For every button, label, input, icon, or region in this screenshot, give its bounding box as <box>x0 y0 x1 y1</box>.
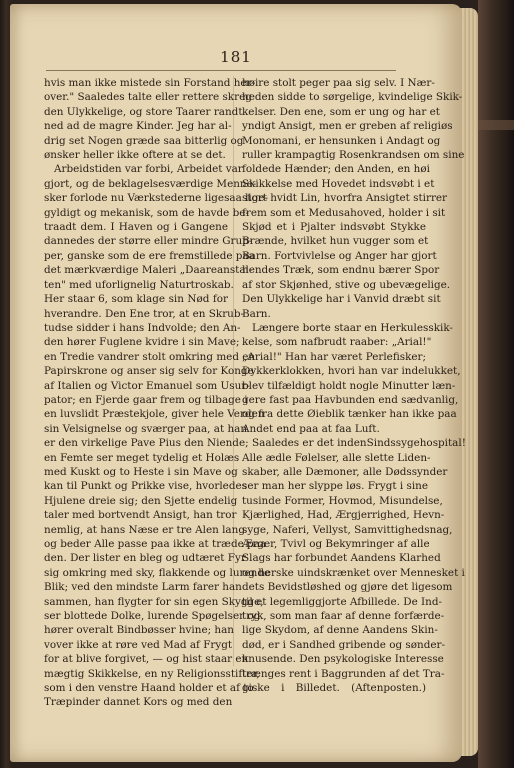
text-line: traadt dem. I Haven og i Gangene <box>44 221 228 234</box>
text-line: Andet end paa at faa Luft. <box>242 422 380 435</box>
text-line: med Kuskt og to Heste i sin Mave og <box>44 465 238 478</box>
text-line: vover ikke at røre ved Mad af Frygt <box>44 638 233 651</box>
text-line: tusinde Former, Hovmod, Misundelse, <box>242 494 443 507</box>
text-line: er den virkelige Pave Pius den Niende; <box>44 437 249 450</box>
text-line: over." Saaledes talte eller rettere skreg <box>44 91 252 104</box>
right-text-column <box>242 76 466 695</box>
text-line: pator; en Fjerde gaar frem og tilbage i <box>44 393 248 406</box>
text-line: en Tredie vandrer stolt omkring med en <box>44 350 256 363</box>
text-line: yndigt Ansigt, men er greben af religiøs <box>242 120 453 133</box>
text-line: hverandre. Den Ene tror, at en Skrub- <box>44 307 245 320</box>
text-line: Her staar 6, som klage sin Nød for <box>44 293 228 306</box>
text-line: død, er i Sandhed gribende og sønder- <box>242 638 445 651</box>
text-line: ned ad de magre Kinder. Jeg har al- <box>44 120 232 133</box>
text-line: frem som et Medusahoved, holder i sit <box>242 206 446 219</box>
text-line: gjort, og de beklagelsesværdige Menne- <box>44 177 257 190</box>
text-line: Længere borte staar en Herkulesskik- <box>252 321 453 334</box>
text-line: hører overalt Bindbøsser hvine; han <box>44 624 234 637</box>
text-line: Dykkerklokken, hvori han var indelukket, <box>242 365 461 378</box>
text-line: den hører Fuglene kvidre i sin Mave; <box>44 336 240 349</box>
text-line: per, ganske som de ere fremstillede paa <box>44 249 255 262</box>
text-line: dannedes der større eller mindre Grup- <box>44 235 253 248</box>
text-line: kelse, som nafbrudt raaber: „Arial!" <box>242 336 432 349</box>
text-line: Barn. Fortvivlelse og Anger har gjort <box>242 249 437 262</box>
text-line: høire stolt peger paa sig selv. I Nær- <box>242 77 435 89</box>
text-line: Træpinder dannet Kors og med den <box>44 696 233 709</box>
text-line: og herske uindskrænket over Mennesket i <box>242 566 465 579</box>
text-line: kelser. Den ene, som er ung og har et <box>242 105 440 118</box>
text-line: Saaledes er det indenSindssygehospital! <box>252 437 466 450</box>
text-line: Monomani, er hensunken i Andagt og <box>242 134 441 147</box>
text-line: Barn. <box>242 307 271 320</box>
text-line: og fra dette Øieblik tænker han ikke paa <box>242 408 457 421</box>
text-line: den Ulykkelige, og store Taarer randt <box>44 105 243 118</box>
text-line: tryk, som man faar af denne forfærde- <box>242 610 445 623</box>
text-line: af stor Skjønhed, stive og ubevægelige. <box>242 278 451 291</box>
book-page <box>10 4 466 762</box>
text-line: Slags har forbundet Aandens Klarhed <box>242 552 441 565</box>
text-line: det mærkværdige Maleri „Daareanstal- <box>44 264 253 277</box>
text-line: dets Bevidstløshed og gjøre det ligesom <box>242 581 453 594</box>
text-line: nemlig, at hans Næse er tre Alen lang <box>44 523 245 536</box>
text-line: heden sidde to sørgelige, kvindelige Skik- <box>242 91 463 104</box>
text-line: Alle ædle Følelser, alle slette Liden- <box>242 451 431 464</box>
page-number: 181 <box>220 48 252 66</box>
text-line: drig set Nogen græde saa bitterlig og <box>44 134 244 147</box>
text-line: en Femte ser meget tydelig et Holæs <box>44 451 240 464</box>
text-line: trænges rent i Baggrunden af det Tra- <box>242 667 445 680</box>
cover-band <box>478 120 514 130</box>
text-line: Hjulene dreie sig; den Sjette endelig <box>44 494 238 507</box>
text-line: syge, Naferi, Vellyst, Samvittighedsnag, <box>242 523 453 536</box>
text-line: kan til Punkt og Prikke vise, hvorledes <box>44 480 247 493</box>
text-line: Den Ulykkelige har i Vanvid dræbt sit <box>242 293 441 306</box>
text-line: sin Velsignelse og sværger paa, at han <box>44 422 248 435</box>
text-line: ser blottede Dolke, lurende Spøgelser og <box>44 610 261 623</box>
text-line: taler med bortvendt Ansigt, han tror <box>44 509 237 522</box>
text-line: for at blive forgivet, — og hist staar en <box>44 653 249 666</box>
text-line: blev tilfældigt holdt nogle Minutter læn- <box>242 379 456 392</box>
text-line: til et legemliggjorte Afbillede. De Ind- <box>242 595 442 608</box>
text-line: knusende. Den psykologiske Interesse <box>242 653 444 666</box>
text-line: sig omkring med sky, flakkende og lurende <box>44 566 271 579</box>
text-line: gyldigt og mekanisk, som de havde be- <box>44 206 249 219</box>
text-line: Skikkelse med Hovedet indsvøbt i et <box>242 177 435 190</box>
text-line: Kjærlighed, Had, Ærgjerrighed, Hevn- <box>242 509 445 522</box>
text-line: mægtig Skikkelse, en ny Religionsstifter, <box>44 667 260 680</box>
book-cover-edge <box>478 0 514 768</box>
text-line: stort hvidt Lin, hvorfra Ansigtet stirrer <box>242 192 448 205</box>
text-line: hvis man ikke mistede sin Forstand her- <box>44 77 256 89</box>
text-line: ser man her slyppe løs. Frygt i sine <box>242 480 429 493</box>
text-line: ruller krampagtig Rosenkrandsen om sine <box>242 149 465 162</box>
text-line: ten" med uforlignelig Naturtroskab. <box>44 278 234 291</box>
text-line: foldede Hænder; den Anden, en høi <box>242 163 430 176</box>
text-line: en luvslidt Præstekjole, giver hele Verden <box>44 408 265 421</box>
text-line: sammen, han flygter for sin egen Skygge, <box>44 595 264 608</box>
text-line: og beder Alle passe paa ikke at træde paa <box>44 538 267 550</box>
text-line: giske i Billedet. (Aftenposten.) <box>242 682 426 695</box>
text-line: Skjød et i Pjalter indsvøbt Stykke <box>242 221 426 234</box>
text-line: skaber, alle Dæmoner, alle Dødssynder <box>242 465 448 478</box>
text-line: Ærger, Tvivl og Bekymringer af alle <box>242 538 430 550</box>
text-line: ønsker heller ikke oftere at se det. <box>44 149 226 162</box>
header-rule <box>46 70 396 71</box>
text-line: som i den venstre Haand holder et af to <box>44 682 254 695</box>
text-line: lige Skydom, af denne Aandens Skin- <box>242 624 438 637</box>
text-line: Blik; ved den mindste Larm farer han <box>44 581 242 594</box>
text-line: hendes Træk, som endnu bærer Spor <box>242 264 440 277</box>
text-line: tudse sidder i hans Indvolde; den An- <box>44 321 241 334</box>
text-line: af Italien og Victor Emanuel som Usur- <box>44 379 250 392</box>
text-line: Brænde, hvilket hun vugger som et <box>242 235 429 248</box>
text-line: Papirskrone og anser sig selv for Konge <box>44 365 254 378</box>
text-line: den. Der lister en bleg og udtæret Fyr <box>44 552 246 565</box>
text-line: gere fast paa Havbunden end sædvanlig, <box>242 393 459 406</box>
text-line: „Arial!" Han har været Perlefisker; <box>242 350 426 363</box>
text-line: sker forlode nu Værkstederne ligesaa lige- <box>44 192 269 205</box>
text-line: Arbeidstiden var forbi, Arbeidet var <box>54 163 243 176</box>
